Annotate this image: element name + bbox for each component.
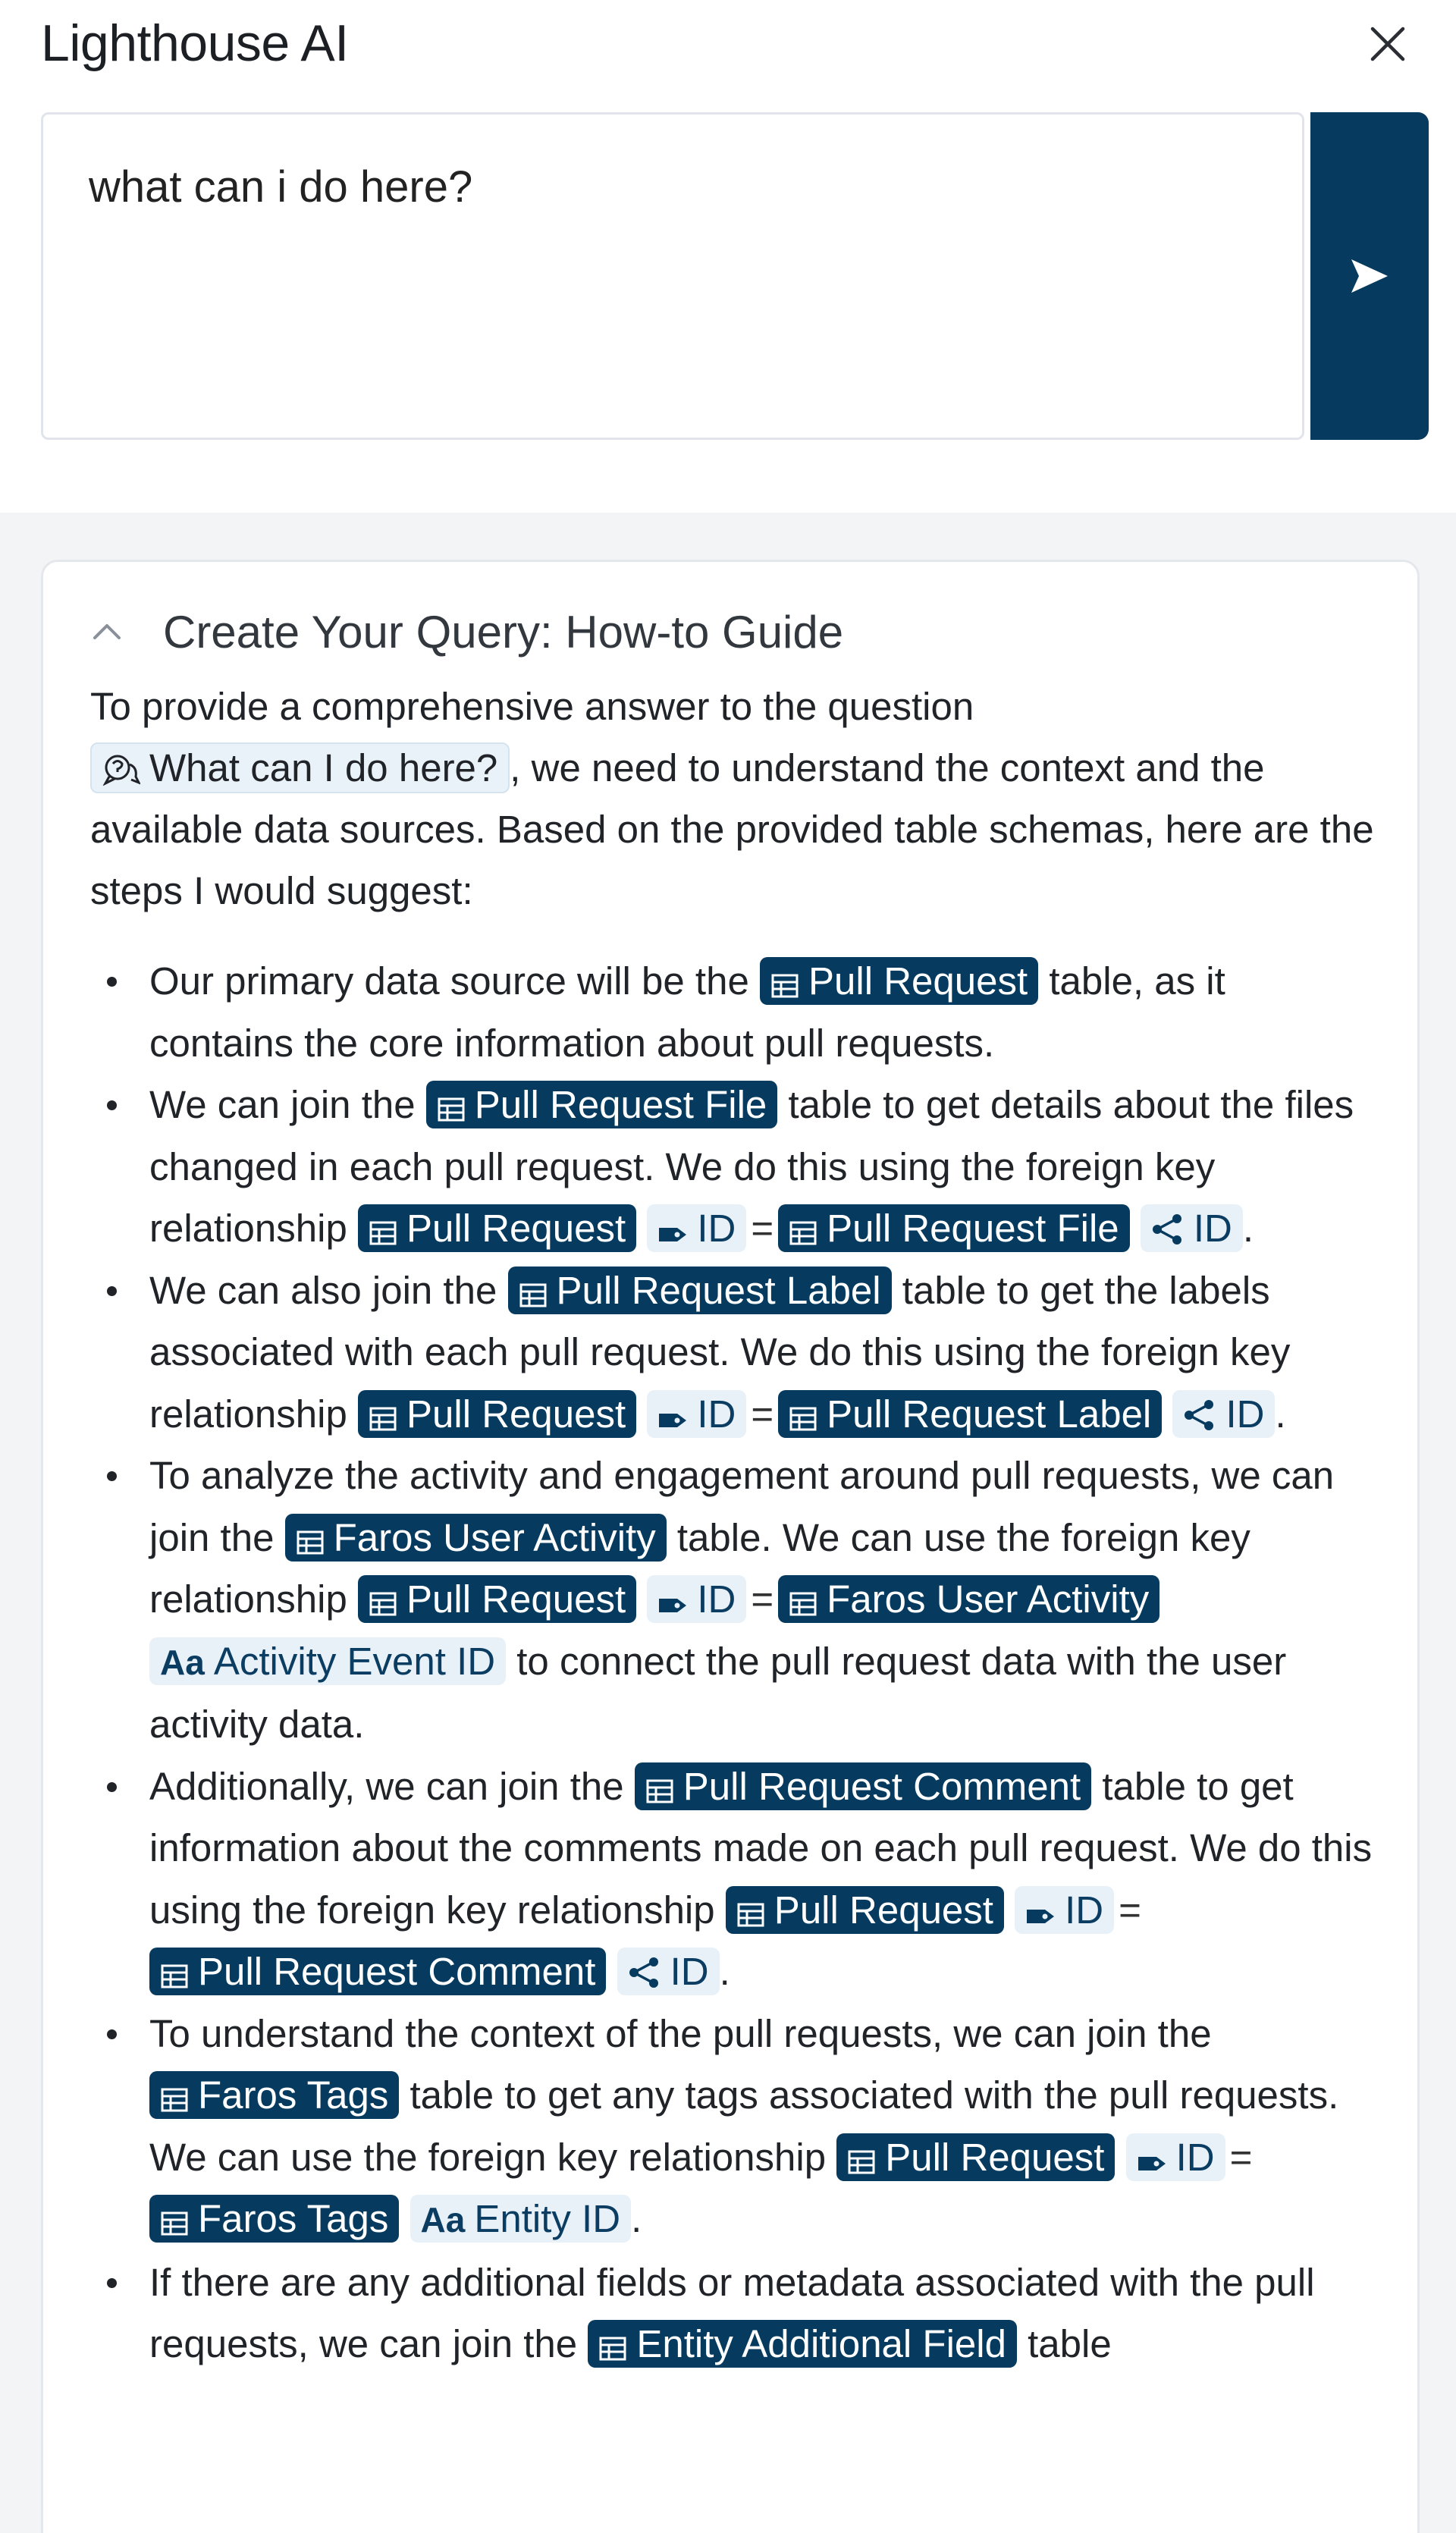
table-chip[interactable]: Faros User Activity (285, 1514, 667, 1562)
list-item: If there are any additional fields or metadata associated with the pull requests, we can join the Entity Additional Field table (90, 2252, 1379, 2375)
prompt-input[interactable] (41, 112, 1304, 440)
share-icon (628, 1956, 661, 1989)
table-icon (598, 2336, 627, 2362)
list-item: We can also join the Pull Request Label table to get the labels associated with each pull request. We do this using the foreign key relationship Pull Request ID = Pull Request Label ID . (90, 1260, 1379, 1445)
primary-key-chip[interactable]: ID (1015, 1886, 1114, 1934)
guide-title: Create Your Query: How-to Guide (163, 606, 844, 658)
table-icon (789, 1406, 817, 1432)
table-icon (789, 1591, 817, 1617)
table-icon (296, 1530, 325, 1555)
key-tag-icon (1137, 2152, 1167, 2175)
send-button[interactable] (1310, 112, 1429, 440)
table-icon (645, 1778, 674, 1804)
table-icon (369, 1406, 397, 1432)
list-item: To analyze the activity and engagement around pull requests, we can join the Faros User Activity table. We can use the foreign key relationship Pull Request ID = Faros User Activity Aa Activity Event ID to connect the pull request data with the user activity data. (90, 1445, 1379, 1756)
table-chip[interactable]: Pull Request (760, 957, 1038, 1005)
primary-key-chip[interactable]: ID (647, 1204, 746, 1252)
text-type-icon: Aa (420, 2200, 466, 2240)
key-tag-icon (657, 1594, 688, 1617)
text-field-chip[interactable]: Aa Activity Event ID (149, 1637, 506, 1685)
guide-card (41, 560, 1420, 2533)
results-area (0, 513, 1456, 2533)
foreign-key-chip[interactable]: ID (1141, 1204, 1243, 1252)
list-item: Additionally, we can join the Pull Request Comment table to get information about the comments made on each pull request. We do this using the foreign key relationship Pull Request ID =Pull Request Comment ID . (90, 1756, 1379, 2003)
table-icon (437, 1097, 466, 1122)
guide-steps-list (90, 950, 1372, 2375)
key-tag-icon (657, 1409, 688, 1432)
table-chip[interactable]: Pull Request File (778, 1204, 1130, 1252)
table-chip[interactable]: Pull Request (358, 1575, 636, 1623)
text-field-chip[interactable]: Aa Entity ID (410, 2195, 632, 2243)
table-chip[interactable]: Faros User Activity (778, 1575, 1159, 1623)
table-chip[interactable]: Pull Request Comment (149, 1948, 606, 1995)
table-chip[interactable]: Pull Request (836, 2133, 1115, 2181)
primary-key-chip[interactable]: ID (647, 1575, 746, 1623)
foreign-key-chip[interactable]: ID (1172, 1390, 1275, 1438)
table-icon (369, 1220, 397, 1246)
table-chip[interactable]: Pull Request (358, 1390, 636, 1438)
primary-key-chip[interactable]: ID (647, 1390, 746, 1438)
chevron-up-icon (90, 614, 127, 650)
send-icon (1348, 255, 1391, 297)
table-chip[interactable]: Pull Request Label (778, 1390, 1162, 1438)
chat-question-icon (102, 752, 140, 786)
table-chip[interactable]: Pull Request Comment (635, 1762, 1091, 1810)
share-icon (1151, 1213, 1185, 1246)
list-item: Our primary data source will be the Pull Request table, as it contains the core information about pull requests. (90, 950, 1379, 1074)
key-tag-icon (1025, 1905, 1056, 1928)
primary-key-chip[interactable]: ID (1126, 2133, 1225, 2181)
table-icon (789, 1220, 817, 1246)
table-icon (369, 1591, 397, 1617)
question-chip[interactable]: What can I do here? (90, 742, 510, 793)
share-icon (1183, 1398, 1216, 1432)
top-panel (0, 0, 1456, 513)
close-button[interactable] (1357, 14, 1418, 74)
close-icon (1368, 24, 1407, 64)
table-icon (736, 1902, 765, 1928)
table-icon (160, 2087, 189, 2113)
foreign-key-chip[interactable]: ID (617, 1948, 720, 1995)
table-chip[interactable]: Faros Tags (149, 2195, 399, 2243)
table-chip[interactable]: Faros Tags (149, 2071, 399, 2119)
table-chip[interactable]: Entity Additional Field (588, 2320, 1017, 2368)
guide-collapse-toggle[interactable] (90, 597, 1372, 667)
table-icon (770, 973, 799, 999)
text-type-icon: Aa (160, 1642, 205, 1682)
table-icon (160, 1963, 189, 1989)
guide-intro: To provide a comprehensive answer to the question What can I do here? , we need to understand the context and the available data sources. Based on the provided table schemas, here are the steps I would suggest: (90, 685, 1374, 912)
table-icon (519, 1282, 548, 1308)
table-chip[interactable]: Pull Request File (426, 1081, 778, 1128)
table-icon (847, 2149, 876, 2175)
table-chip[interactable]: Pull Request (726, 1886, 1004, 1934)
table-chip[interactable]: Pull Request Label (508, 1266, 892, 1314)
list-item: To understand the context of the pull requests, we can join the Faros Tags table to get any tags associated with the pull requests. We can use the foreign key relationship Pull Request ID =Faros Tags Aa Entity ID . (90, 2003, 1379, 2252)
list-item: We can join the Pull Request File table to get details about the files changed in each pull request. We do this using the foreign key relationship Pull Request ID = Pull Request File ID . (90, 1074, 1379, 1260)
app-title: Lighthouse AI (41, 14, 349, 72)
table-chip[interactable]: Pull Request (358, 1204, 636, 1252)
table-icon (160, 2211, 189, 2236)
key-tag-icon (657, 1223, 688, 1246)
